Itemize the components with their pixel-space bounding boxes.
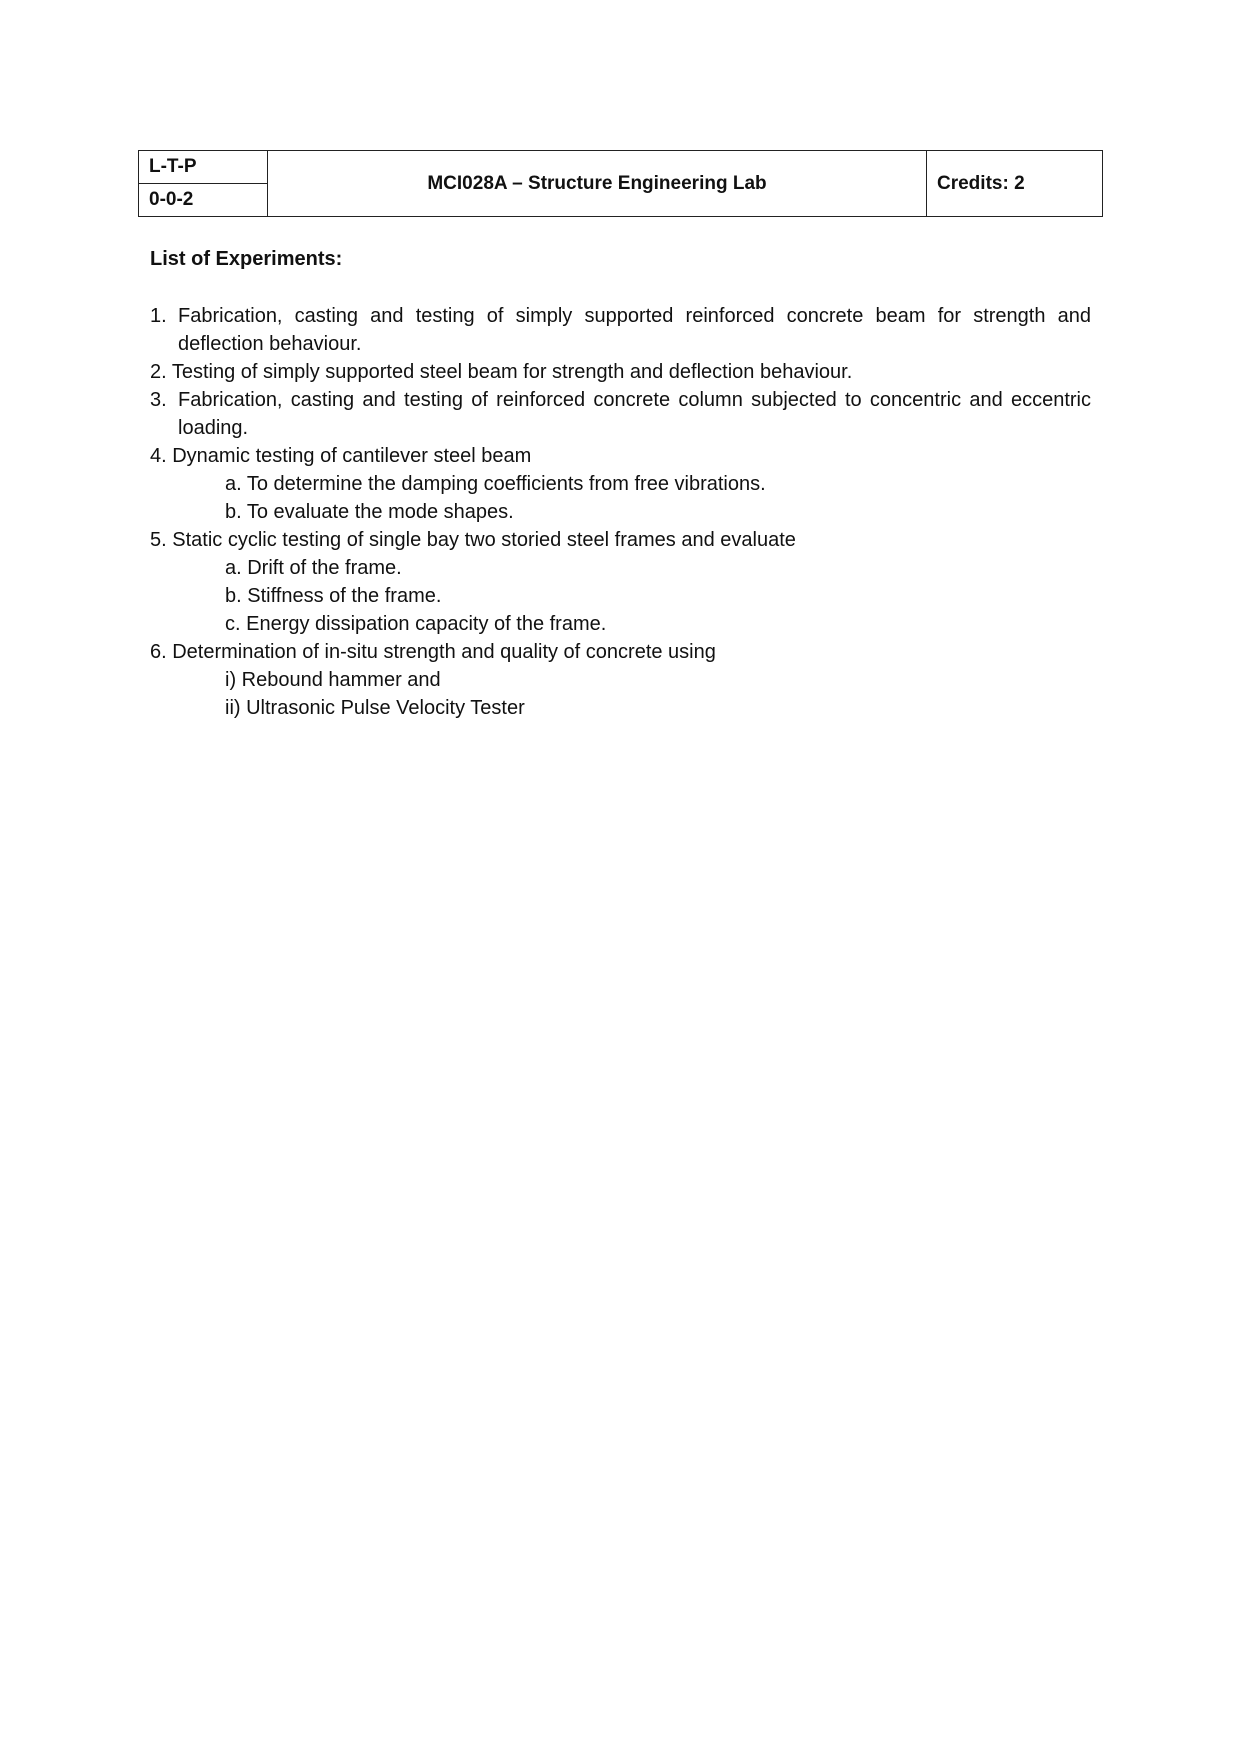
credits: Credits: 2: [937, 172, 1025, 194]
course-header-table: [138, 150, 1103, 217]
list-item: [150, 386, 1091, 442]
list-item-number: 1.: [150, 305, 167, 327]
list-item: [150, 302, 1091, 358]
sub-list-item: ii) Ultrasonic Pulse Velocity Tester: [225, 697, 525, 719]
credits-cell: [927, 151, 1103, 217]
list-item: 4. Dynamic testing of cantilever steel beam: [150, 445, 532, 467]
sub-list-item: c. Energy dissipation capacity of the frame.: [225, 613, 607, 635]
ltp-label-cell: [139, 151, 268, 184]
list-item: 6. Determination of in-situ strength and quality of concrete using: [150, 641, 716, 663]
ltp-label: L-T-P: [149, 156, 197, 177]
ltp-value-cell: [139, 184, 268, 217]
ltp-value: 0-0-2: [149, 189, 194, 210]
sub-list-item: b. Stiffness of the frame.: [225, 585, 442, 607]
sub-list-item: a. To determine the damping coefficients from free vibrations.: [225, 473, 766, 495]
list-item: 2. Testing of simply supported steel beam for strength and deflection behaviour.: [150, 361, 853, 383]
section-heading: List of Experiments:: [150, 248, 343, 270]
list-item-text: Fabrication, casting and testing of reinforced concrete column subjected to concentric and eccentric loading.: [178, 389, 1091, 439]
sub-list-item: i) Rebound hammer and: [225, 669, 441, 691]
sub-list-item: b. To evaluate the mode shapes.: [225, 501, 514, 523]
experiments-list: [150, 302, 1091, 722]
sub-list-item: a. Drift of the frame.: [225, 557, 402, 579]
list-item-number: 3.: [150, 389, 167, 411]
list-item-text: Fabrication, casting and testing of simply supported reinforced concrete beam for strength and deflection behaviour.: [178, 305, 1091, 355]
course-title-cell: [268, 151, 927, 217]
course-title: MCI028A – Structure Engineering Lab: [427, 172, 767, 194]
list-item: 5. Static cyclic testing of single bay two storied steel frames and evaluate: [150, 529, 796, 551]
